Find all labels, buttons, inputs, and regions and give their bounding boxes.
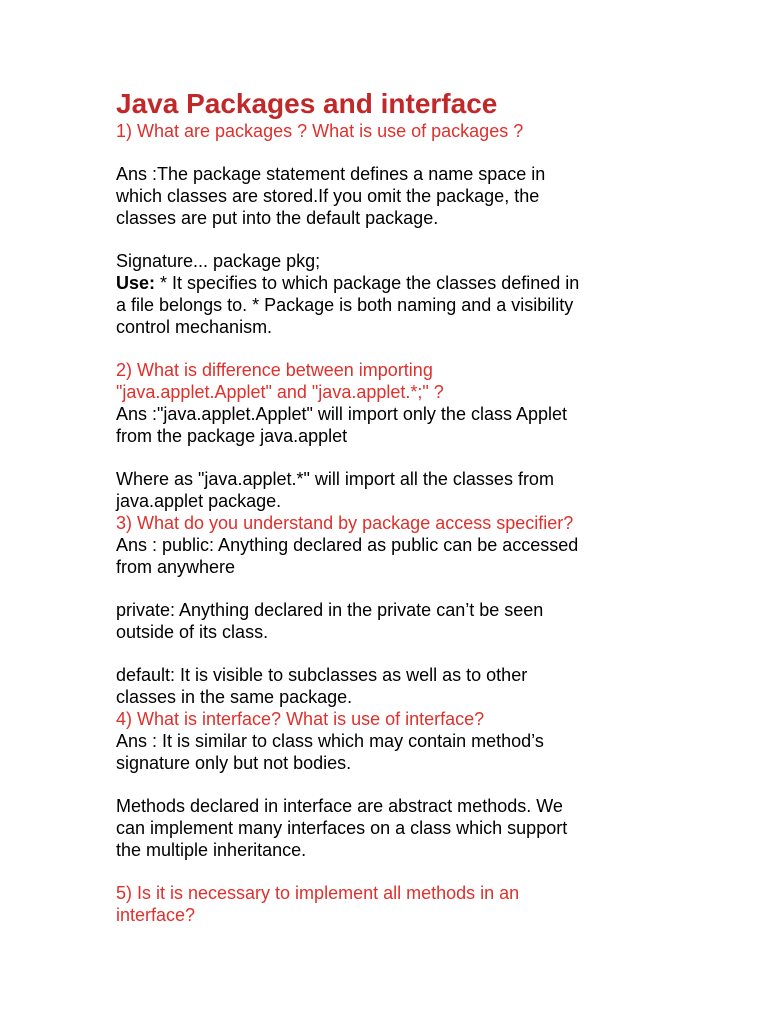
- answer-2b-line: java.applet package.: [116, 491, 282, 511]
- document-page: [116, 88, 656, 926]
- answer-3b-line: private: Anything declared in the private can’t be seen: [116, 600, 544, 620]
- answer-2b-line: Where as "java.applet.*" will import all the classes from: [116, 469, 554, 489]
- answer-1: [116, 163, 656, 229]
- use-text: * It specifies to which package the classes defined in: [155, 273, 580, 293]
- answer-3b-line: outside of its class.: [116, 622, 269, 642]
- answer-3-line: Ans : public: Anything declared as public can be accessed: [116, 535, 579, 555]
- answer-4-line: signature only but not bodies.: [116, 753, 352, 773]
- question-2-line: 2) What is difference between importing: [116, 360, 433, 380]
- question-5-line: 5) Is it is necessary to implement all methods in an: [116, 883, 520, 903]
- answer-1-line: which classes are stored.If you omit the package, the: [116, 186, 540, 206]
- question-2-line: "java.applet.Applet" and "java.applet.*;" ?: [116, 382, 444, 402]
- question-1: 1) What are packages ? What is use of packages ?: [116, 121, 524, 141]
- answer-4b-line: the multiple inheritance.: [116, 840, 307, 860]
- use-line-1: [116, 272, 656, 294]
- question-4: 4) What is interface? What is use of interface?: [116, 709, 485, 729]
- answer-4b-line: can implement many interfaces on a class which support: [116, 818, 568, 838]
- signature-line: Signature... package pkg;: [116, 251, 321, 271]
- use-label: Use:: [116, 273, 156, 293]
- answer-3c-line: classes in the same package.: [116, 687, 353, 707]
- use-line-3: control mechanism.: [116, 317, 273, 337]
- answer-3c-line: default: It is visible to subclasses as well as to other: [116, 665, 528, 685]
- answer-4b-line: Methods declared in interface are abstract methods. We: [116, 796, 563, 816]
- question-3: 3) What do you understand by package access specifier?: [116, 513, 574, 533]
- use-line-2: a file belongs to. * Package is both naming and a visibility: [116, 295, 574, 315]
- question-5-line: interface?: [116, 905, 196, 925]
- answer-3-line: from anywhere: [116, 557, 236, 577]
- answer-4-line: Ans : It is similar to class which may contain method’s: [116, 731, 544, 751]
- answer-2-line: from the package java.applet: [116, 426, 348, 446]
- document-title: Java Packages and interface: [116, 88, 498, 119]
- answer-2-line: Ans :"java.applet.Applet" will import only the class Applet: [116, 404, 568, 424]
- answer-1-line: classes are put into the default package.: [116, 208, 439, 228]
- answer-1-line: Ans :The package statement defines a name space in: [116, 164, 546, 184]
